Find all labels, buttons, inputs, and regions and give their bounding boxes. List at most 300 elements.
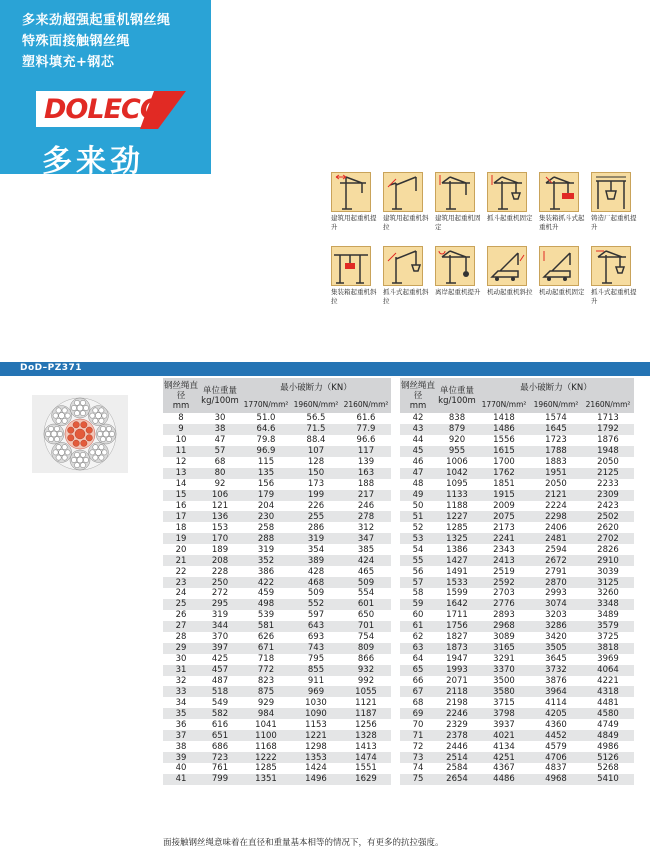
table-cell: 1711 (446, 610, 468, 621)
table-cell: 838 (448, 413, 466, 424)
table-cell: 12 (175, 457, 187, 468)
table-cell: 2620 (597, 522, 619, 533)
foundry-crane-icon (591, 172, 631, 212)
table-cell: 1325 (436, 533, 478, 544)
table-cell: 2826 (597, 544, 619, 555)
table-cell: 428 (307, 566, 325, 577)
table-row (400, 676, 634, 687)
app-label: 抓斗起重机固定 (487, 214, 533, 222)
table-row (163, 479, 391, 490)
table-cell: 3579 (582, 621, 634, 632)
table-cell: 20 (175, 544, 187, 555)
app-label: 建筑用起重机提升 (331, 214, 377, 231)
container-crane-luffing-icon (331, 246, 371, 286)
table-cell: 1723 (545, 435, 567, 446)
table-cell: 1090 (291, 708, 341, 719)
table-cell: 312 (357, 522, 375, 533)
table-cell: 424 (341, 555, 391, 566)
table-cell: 1221 (291, 730, 341, 741)
table-cell: 1533 (436, 577, 478, 588)
table-cell: 319 (291, 533, 341, 544)
app-item (487, 172, 535, 223)
table-cell: 14 (175, 479, 187, 490)
table-cell: 217 (341, 490, 391, 501)
container-grab-crane-icon (539, 172, 579, 212)
table-row (400, 501, 634, 512)
table-cell: 2071 (446, 675, 468, 686)
table-cell: 139 (357, 457, 375, 468)
table-cell: 1947 (446, 654, 468, 665)
table-row (163, 413, 391, 424)
table-row (163, 621, 391, 632)
table-cell: 772 (241, 665, 291, 676)
table-cell: 74 (412, 763, 424, 774)
table-cell: 1551 (355, 763, 377, 774)
table-cell: 3969 (597, 654, 619, 665)
table-cell: 2413 (478, 555, 530, 566)
table-cell: 1285 (255, 763, 277, 774)
table-cell: 920 (448, 435, 466, 446)
table-cell: 4749 (597, 719, 619, 730)
table-cell: 80 (199, 468, 241, 479)
app-label: 机动起重机固定 (539, 288, 585, 296)
table-cell: 68 (412, 697, 424, 708)
table-cell: 278 (341, 511, 391, 522)
table-cell: 68 (214, 457, 226, 468)
product-title-bar (0, 362, 650, 376)
table-row (400, 599, 634, 610)
product-code: DoD–PZ371 (20, 363, 83, 373)
hero-line-2: 特殊面接触钢丝绳 (22, 34, 131, 49)
table-cell: 8 (178, 413, 184, 424)
table-cell: 24 (175, 588, 187, 599)
table-row (163, 632, 391, 643)
table-cell: 4367 (493, 763, 515, 774)
table-cell: 1424 (305, 763, 327, 774)
table-cell: 11 (163, 446, 199, 457)
table-cell: 1386 (446, 544, 468, 555)
table-cell: 1100 (241, 730, 291, 741)
table-cell: 1095 (446, 479, 468, 490)
grade-1960-header: 1960N/mm² (291, 395, 341, 413)
table-cell: 3370 (478, 665, 530, 676)
app-label: 抓斗式起重机斜拉 (383, 288, 429, 305)
hero-line-3: 塑料填充+钢芯 (22, 55, 115, 70)
table-cell: 2406 (545, 522, 567, 533)
table-cell: 1413 (355, 741, 377, 752)
logo-text: DOLECO (44, 94, 162, 125)
table-cell: 107 (291, 446, 341, 457)
table-cell: 69 (400, 708, 436, 719)
table-cell: 38 (199, 424, 241, 435)
table-cell: 59 (400, 599, 436, 610)
table-cell: 581 (241, 621, 291, 632)
table-cell: 2893 (493, 610, 515, 621)
table-row (400, 697, 634, 708)
table-cell: 295 (199, 599, 241, 610)
table-cell: 4837 (545, 763, 567, 774)
app-item (435, 246, 483, 297)
table-row (163, 676, 391, 687)
app-label: 建筑用起重机固定 (435, 214, 481, 231)
table-cell: 1188 (446, 500, 468, 511)
table-cell: 64 (412, 654, 424, 665)
table-cell: 5410 (582, 774, 634, 785)
table-cell: 96.9 (241, 446, 291, 457)
table-cell: 518 (199, 686, 241, 697)
table-cell: 549 (211, 697, 229, 708)
table-cell: 1491 (446, 566, 468, 577)
app-item (539, 246, 587, 297)
table-cell: 754 (357, 632, 375, 643)
table-cell: 2121 (530, 490, 582, 501)
table-cell: 1222 (241, 752, 291, 763)
table-cell: 2481 (530, 533, 582, 544)
table-cell: 3725 (597, 632, 619, 643)
table-cell: 47 (400, 468, 436, 479)
table-cell: 63 (400, 643, 436, 654)
col-weight-header: 单位重量 kg/100m (199, 378, 241, 413)
table-cell: 2968 (478, 621, 530, 632)
table-cell: 40 (175, 763, 187, 774)
table-cell: 1574 (545, 413, 567, 424)
table-cell: 41 (163, 774, 199, 785)
table-cell: 4251 (478, 752, 530, 763)
table-cell: 2198 (446, 697, 468, 708)
table-cell: 4064 (582, 665, 634, 676)
table-cell: 422 (241, 577, 291, 588)
table-cell: 2241 (478, 533, 530, 544)
table-cell: 1133 (436, 490, 478, 501)
table-cell: 4849 (582, 730, 634, 741)
table-cell: 1187 (341, 708, 391, 719)
table-cell: 27 (163, 621, 199, 632)
table-cell: 42 (412, 413, 424, 424)
table-cell: 135 (241, 468, 291, 479)
table-cell: 1486 (478, 424, 530, 435)
table-cell: 56.5 (306, 413, 326, 424)
table-cell: 56 (412, 566, 424, 577)
app-item (487, 246, 535, 297)
table-row (400, 544, 634, 555)
table-row (400, 654, 634, 665)
table-cell: 2233 (597, 479, 619, 490)
table-cell: 616 (211, 719, 229, 730)
table-cell: 539 (257, 610, 275, 621)
table-cell: 693 (307, 632, 325, 643)
table-cell: 32 (175, 675, 187, 686)
table-cell: 1642 (436, 599, 478, 610)
table-row (400, 511, 634, 522)
table-cell: 2075 (478, 511, 530, 522)
table-cell: 686 (211, 741, 229, 752)
table-cell: 2870 (530, 577, 582, 588)
table-cell: 34 (175, 697, 187, 708)
table-row (163, 435, 391, 446)
table-cell: 1474 (341, 752, 391, 763)
table-cell: 35 (163, 708, 199, 719)
table-row (400, 719, 634, 730)
table-row (163, 665, 391, 676)
table-cell: 3286 (530, 621, 582, 632)
table-cell: 3420 (545, 632, 567, 643)
table-cell: 286 (307, 522, 325, 533)
table-cell: 3489 (597, 610, 619, 621)
table-cell: 2702 (582, 533, 634, 544)
table-row (163, 730, 391, 741)
table-cell: 799 (199, 774, 241, 785)
table-row (400, 774, 634, 785)
table-cell: 370 (211, 632, 229, 643)
table-cell: 28 (175, 632, 187, 643)
table-cell: 61.6 (356, 413, 376, 424)
table-row (163, 686, 391, 697)
table-cell: 795 (307, 654, 325, 665)
table-row (400, 752, 634, 763)
table-cell: 170 (199, 533, 241, 544)
table-row (400, 468, 634, 479)
table-cell: 932 (341, 665, 391, 676)
table-cell: 2993 (545, 588, 567, 599)
table-cell: 1496 (291, 774, 341, 785)
table-row (400, 741, 634, 752)
table-row (163, 654, 391, 665)
table-cell: 4221 (597, 675, 619, 686)
table-cell: 1762 (478, 468, 530, 479)
table-cell: 117 (341, 446, 391, 457)
grab-crane-luffing-icon (383, 246, 423, 286)
table-row (400, 621, 634, 632)
table-cell: 1298 (305, 741, 327, 752)
table-cell: 992 (357, 675, 375, 686)
app-item (435, 172, 483, 232)
table-cell: 2224 (545, 500, 567, 511)
table-cell: 288 (241, 533, 291, 544)
table-cell: 39 (163, 752, 199, 763)
table-cell: 37 (163, 730, 199, 741)
table-cell: 4452 (530, 730, 582, 741)
table-cell: 347 (341, 533, 391, 544)
table-cell: 354 (307, 544, 325, 555)
table-cell: 3818 (582, 643, 634, 654)
application-grid (331, 172, 641, 314)
table-row (163, 577, 391, 588)
table-row (400, 588, 634, 599)
table-cell: 2672 (530, 555, 582, 566)
table-row (400, 566, 634, 577)
table-cell: 1629 (341, 774, 391, 785)
table-row (163, 457, 391, 468)
table-cell: 3039 (597, 566, 619, 577)
table-cell: 1030 (305, 697, 327, 708)
app-item (591, 246, 639, 306)
table-cell: 1351 (241, 774, 291, 785)
table-cell: 487 (211, 675, 229, 686)
app-label: 铸造厂起重机提升 (591, 214, 637, 231)
table-cell: 2050 (545, 479, 567, 490)
table-cell: 2378 (436, 730, 478, 741)
table-cell: 1915 (478, 490, 530, 501)
table-cell: 16 (175, 500, 187, 511)
table-cell: 23 (163, 577, 199, 588)
app-label: 抓斗式起重机提升 (591, 288, 637, 305)
table-cell: 984 (241, 708, 291, 719)
table-row (163, 490, 391, 501)
table-cell: 1700 (493, 457, 515, 468)
table-cell: 2514 (436, 752, 478, 763)
table-cell: 57 (400, 577, 436, 588)
table-cell: 4486 (478, 774, 530, 785)
table-cell: 72 (412, 741, 424, 752)
table-cell: 1121 (355, 697, 377, 708)
table-cell: 47 (214, 435, 226, 446)
table-cell: 4706 (530, 752, 582, 763)
table-cell: 3260 (597, 588, 619, 599)
table-cell: 3732 (530, 665, 582, 676)
table-cell: 19 (163, 533, 199, 544)
table-cell: 3500 (493, 675, 515, 686)
offshore-crane-icon (435, 246, 475, 286)
table-row (163, 424, 391, 435)
table-cell: 4580 (582, 708, 634, 719)
app-label: 机动起重机斜拉 (487, 288, 533, 296)
table-cell: 2502 (582, 511, 634, 522)
table-row (163, 708, 391, 719)
table-cell: 352 (241, 555, 291, 566)
table-cell: 1227 (436, 511, 478, 522)
table-cell: 3645 (545, 654, 567, 665)
app-item (383, 246, 431, 306)
table-cell: 2519 (493, 566, 515, 577)
table-row (163, 741, 391, 752)
table-cell: 258 (257, 522, 275, 533)
table-cell: 57 (199, 446, 241, 457)
table-cell: 49 (400, 490, 436, 501)
table-cell: 1756 (436, 621, 478, 632)
table-cell: 33 (163, 686, 199, 697)
doleco-logo (36, 89, 186, 131)
table-cell: 272 (211, 588, 229, 599)
table-row (163, 566, 391, 577)
mobile-crane-fixed-icon (539, 246, 579, 286)
table-cell: 1042 (436, 468, 478, 479)
table-cell: 2594 (545, 544, 567, 555)
table-cell: 1556 (493, 435, 515, 446)
table-cell: 389 (291, 555, 341, 566)
table-row (400, 643, 634, 654)
table-row (163, 501, 391, 512)
table-cell: 969 (291, 686, 341, 697)
table-cell: 1353 (291, 752, 341, 763)
table-cell: 128 (307, 457, 325, 468)
table-cell: 4481 (597, 697, 619, 708)
table-cell: 597 (307, 610, 325, 621)
grade-2160-header: 2160N/mm² (341, 395, 391, 413)
table-cell: 723 (199, 752, 241, 763)
table-cell: 77.9 (341, 424, 391, 435)
tower-crane-hoist-icon (331, 172, 371, 212)
table-cell: 1427 (436, 555, 478, 566)
table-cell: 509 (341, 577, 391, 588)
table-cell: 2703 (493, 588, 515, 599)
table-cell: 50 (412, 500, 424, 511)
table-cell: 226 (307, 500, 325, 511)
table-cell: 3798 (478, 708, 530, 719)
table-cell: 45 (400, 446, 436, 457)
table-cell: 48 (412, 479, 424, 490)
table-cell: 163 (341, 468, 391, 479)
table-row (163, 555, 391, 566)
table-cell: 71 (400, 730, 436, 741)
hero-taglines (22, 10, 171, 73)
table-row (400, 413, 634, 424)
table-cell: 18 (175, 522, 187, 533)
table-row (400, 435, 634, 446)
table-cell: 626 (257, 632, 275, 643)
table-cell: 397 (199, 643, 241, 654)
table-row (163, 697, 391, 708)
table-cell: 4968 (530, 774, 582, 785)
table-row (400, 730, 634, 741)
table-cell: 54 (412, 544, 424, 555)
table-cell: 2654 (436, 774, 478, 785)
table-cell: 2584 (446, 763, 468, 774)
table-row (400, 763, 634, 774)
table-cell: 92 (214, 479, 226, 490)
table-cell: 319 (257, 544, 275, 555)
table-cell: 1851 (493, 479, 515, 490)
table-cell: 3715 (493, 697, 515, 708)
table-cell: 52 (412, 522, 424, 533)
table-cell: 3876 (545, 675, 567, 686)
table-cell: 51 (400, 511, 436, 522)
table-cell: 3580 (478, 686, 530, 697)
rope-cross-section-image (32, 395, 128, 473)
grade-1770-header: 1770N/mm² (241, 395, 291, 413)
table-cell: 10 (175, 435, 187, 446)
col-weight-header: 单位重量 kg/100m (436, 378, 478, 413)
table-row (163, 610, 391, 621)
table-cell: 1615 (478, 446, 530, 457)
table-cell: 554 (357, 588, 375, 599)
table-cell: 208 (199, 555, 241, 566)
table-cell: 4360 (545, 719, 567, 730)
grade-1770-header: 1770N/mm² (478, 395, 530, 413)
table-row (400, 424, 634, 435)
tower-crane-fixed-icon (435, 172, 475, 212)
table-row (400, 610, 634, 621)
table-row (400, 533, 634, 544)
table-cell: 1418 (493, 413, 515, 424)
table-cell: 1256 (355, 719, 377, 730)
app-label: 集装箱抓斗式起重机升 (539, 214, 585, 231)
table-cell: 2173 (493, 522, 515, 533)
table-row (163, 468, 391, 479)
table-cell: 823 (257, 675, 275, 686)
table-cell: 3505 (530, 643, 582, 654)
table-cell: 386 (257, 566, 275, 577)
tower-crane-luffing-icon (383, 172, 423, 212)
table-cell: 22 (175, 566, 187, 577)
table-cell: 150 (291, 468, 341, 479)
table-cell: 3291 (493, 654, 515, 665)
table-cell: 17 (163, 511, 199, 522)
table-cell: 4579 (545, 741, 567, 752)
table-cell: 4205 (530, 708, 582, 719)
table-cell: 2592 (478, 577, 530, 588)
table-cell: 2050 (597, 457, 619, 468)
table-cell: 3089 (493, 632, 515, 643)
